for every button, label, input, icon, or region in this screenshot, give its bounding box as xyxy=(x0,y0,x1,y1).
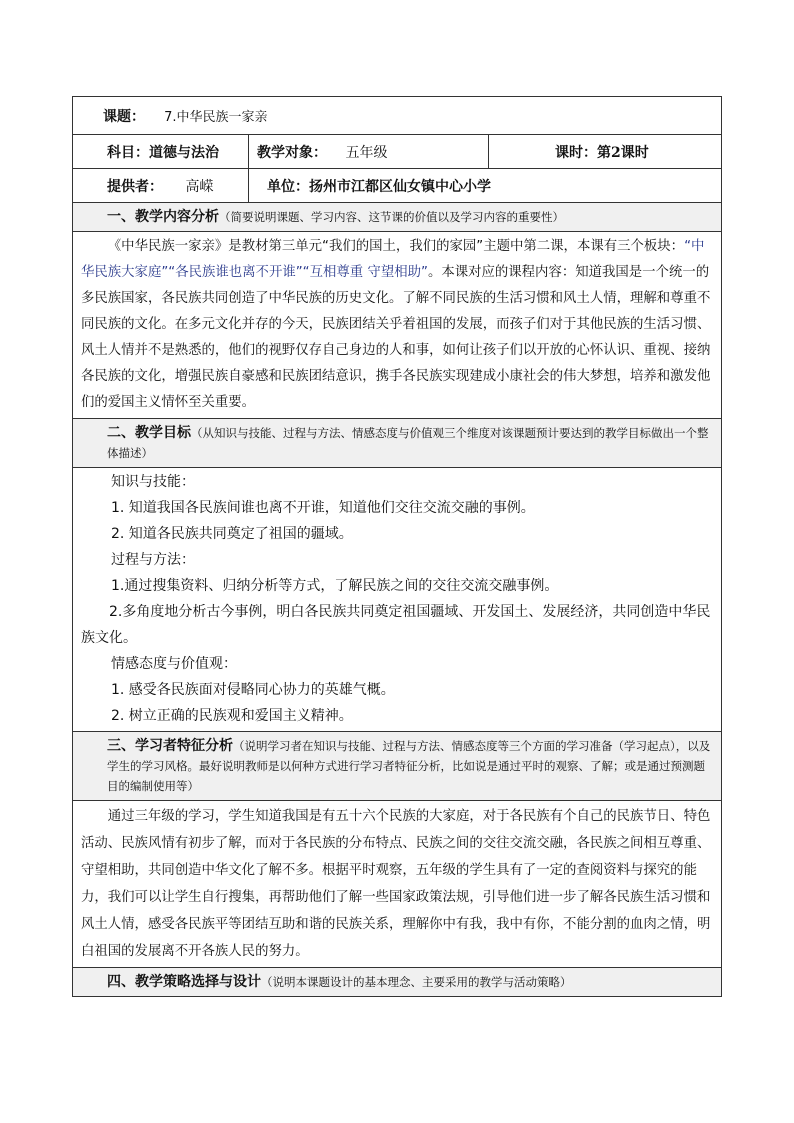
section-1-note: （简要说明课题、学习内容、这节课的价值以及学习内容的重要性） xyxy=(219,210,564,224)
process-item-2: 2.多角度地分析古今事例，明白各民族共同奠定祖国疆域、开发国土、发展经济，共同创造中华民族文化。 xyxy=(81,604,711,646)
knowledge-label: 知识与技能： xyxy=(111,474,195,490)
section-1-paragraph: 《中华民族一家亲》是教材第三单元“我们的国土，我们的家园”主题中第二课，本课有三个板块：“中华民族大家庭”“各民族谁也离不开谁”“互相尊重 守望相助”。本课对应的课程内容：知道我国是一个统一的多民族国家，各民族共同创造了中华民族的历史文化。了解不同民族的生活习惯和风土人情，理解和尊重不同民族的文化。在多元文化并存的今天，民族团结关乎着祖国的发展，而孩子们对于其他民族的生活习惯、风土人情并不是熟悉的，他们的视野仅存自己身边的人和事，如何让孩子们以开放的心怀认识、重视、接纳各民族的文化，增强民族自豪感和民族团结意识，携手各民族实现建成小康社会的伟大梦想，培养和激发他们的爱国主义情怀至关重要。 xyxy=(81,239,711,410)
unit-label: 单位：扬州市江都区仙女镇中心小学 xyxy=(267,178,491,195)
section-2-heading-row xyxy=(73,419,722,468)
period-label: 课时：第 xyxy=(555,144,611,161)
section-2-body-row xyxy=(73,468,722,732)
period-number: 2 xyxy=(611,144,621,161)
provider-row xyxy=(73,169,722,203)
section-4-heading: 四、教学策略选择与设计 xyxy=(107,974,261,990)
title-row xyxy=(73,97,722,135)
section-1-heading-row xyxy=(73,203,722,232)
subject-label: 科目：道德与法治 xyxy=(107,144,219,161)
lesson-plan-table xyxy=(72,96,722,997)
knowledge-item-2: 2. 知道各民族共同奠定了祖国的疆域。 xyxy=(111,526,353,542)
title-label: 课题： xyxy=(103,108,145,125)
audience-label: 教学对象： xyxy=(257,144,327,161)
process-label: 过程与方法： xyxy=(111,552,195,568)
emotion-label: 情感态度与价值观： xyxy=(111,656,237,672)
section-2-heading: 二、教学目标 xyxy=(107,425,191,441)
meta-row xyxy=(73,135,722,169)
period-suffix: 课时 xyxy=(620,144,649,161)
section-4-heading-row xyxy=(73,968,722,997)
section-3-body-row xyxy=(73,801,722,968)
lesson-plan-document xyxy=(72,96,721,997)
section-3-heading-row xyxy=(73,732,722,801)
section-3-heading: 三、学习者特征分析 xyxy=(107,738,233,754)
section-3-note: （说明学习者在知识与技能、过程与方法、情感态度等三个方面的学习准备（学习起点），以及学生的学习风格。最好说明教师是以何种方式进行学习者特征分析，比如说是通过平时的观察、了解；或是通过预测题目的编制使用等） xyxy=(107,739,711,793)
emotion-item-2: 2. 树立正确的民族观和爱国主义精神。 xyxy=(111,708,353,724)
provider-name: 高嵘 xyxy=(185,178,214,195)
section-1-heading: 一、教学内容分析 xyxy=(107,209,219,225)
section-1-body-row xyxy=(73,232,722,419)
section-4-note: （说明本课题设计的基本理念、主要采用的教学与活动策略） xyxy=(261,975,572,989)
provider-label: 提供者： xyxy=(107,178,163,195)
process-item-1: 1.通过搜集资料、归纳分析等方式，了解民族之间的交往交流交融事例。 xyxy=(111,578,559,594)
section-2-note: （从知识与技能、过程与方法、情感态度与价值观三个维度对该课题预计要达到的教学目标做出一个整体描述） xyxy=(107,426,709,460)
section-3-paragraph: 通过三年级的学习，学生知道我国是有五十六个民族的大家庭，对于各民族有个自己的民族节日、特色活动、民族风情有初步了解，而对于各民族的分布特点、民族之间的交往交流交融，各民族之间相互尊重、守望相助，共同创造中华文化了解不多。根据平时观察，五年级的学生具有了一定的查阅资料与探究的能力，我们可以让学生自行搜集，再帮助他们了解一些国家政策法规，引导他们进一步了解各民族生活习惯和风土人情，感受各民族平等团结互助和谐的民族关系，理解你中有我，我中有你，不能分割的血肉之情，明白祖国的发展离不开各族人民的努力。 xyxy=(81,809,711,959)
title-value: 7.中华民族一家亲 xyxy=(164,109,268,125)
emotion-item-1: 1. 感受各民族面对侵略同心协力的英雄气概。 xyxy=(111,682,395,698)
knowledge-item-1: 1. 知道我国各民族间谁也离不开谁，知道他们交往交流交融的事例。 xyxy=(111,500,535,516)
section-1-blocks: “中华民族大家庭”“各民族谁也离不开谁”“互相尊重 守望相助” xyxy=(81,239,705,280)
audience-value: 五年级 xyxy=(345,144,388,161)
